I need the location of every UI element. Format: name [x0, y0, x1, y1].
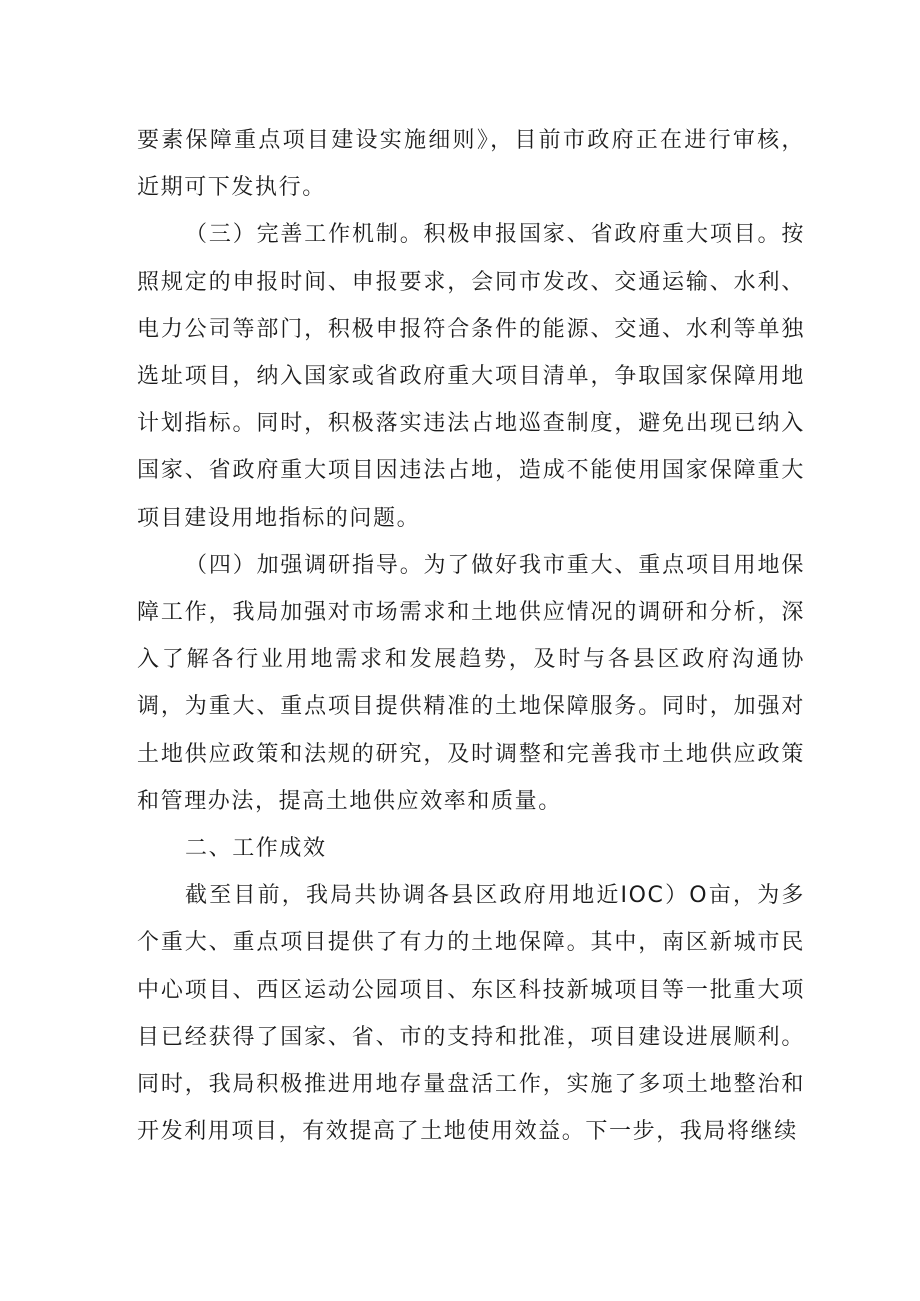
paragraph-research-guidance: （四）加强调研指导。为了做好我市重大、重点项目用地保障工作，我局加强对市场需求和土地供应情况的调研和分析，深入了解各行业用地需求和发展趋势，及时与各县区政府沟通协调，为重大、重点项目提供精准的土地保障服务。同时，加强对土地供应政策和法规的研究，及时调整和完善我市土地供应政策和管理办法，提高土地供应效率和质量。: [137, 552, 805, 814]
document-body: [137, 117, 805, 1155]
section-heading-work-results: 二、工作成效: [185, 836, 327, 862]
paragraph-work-mechanism: （三）完善工作机制。积极申报国家、省政府重大项目。按照规定的申报时间、申报要求，会同市发改、交通运输、水利、电力公司等部门，积极申报符合条件的能源、交通、水利等单独选址项目，纳入国家或省政府重大项目清单，争取国家保障用地计划指标。同时，积极落实违法占地巡查制度，避免出现已纳入国家、省政府重大项目因违法占地，造成不能使用国家保障重大项目建设用地指标的问题。: [137, 222, 805, 531]
paragraph-continuation: 要素保障重点项目建设实施细则》，目前市政府正在进行审核，近期可下发执行。: [137, 128, 805, 201]
paragraph-results: 截至目前，我局共协调各县区政府用地近IOC）O亩，为多个重大、重点项目提供了有力的土地保障。其中，南区新城市民中心项目、西区运动公园项目、东区科技新城项目等一批重大项目已经获得了国家、省、市的支持和批准，项目建设进展顺利。同时，我局积极推进用地存量盘活工作，实施了多项土地整治和开发利用项目，有效提高了土地使用效益。下一步，我局将继续: [137, 883, 805, 1145]
